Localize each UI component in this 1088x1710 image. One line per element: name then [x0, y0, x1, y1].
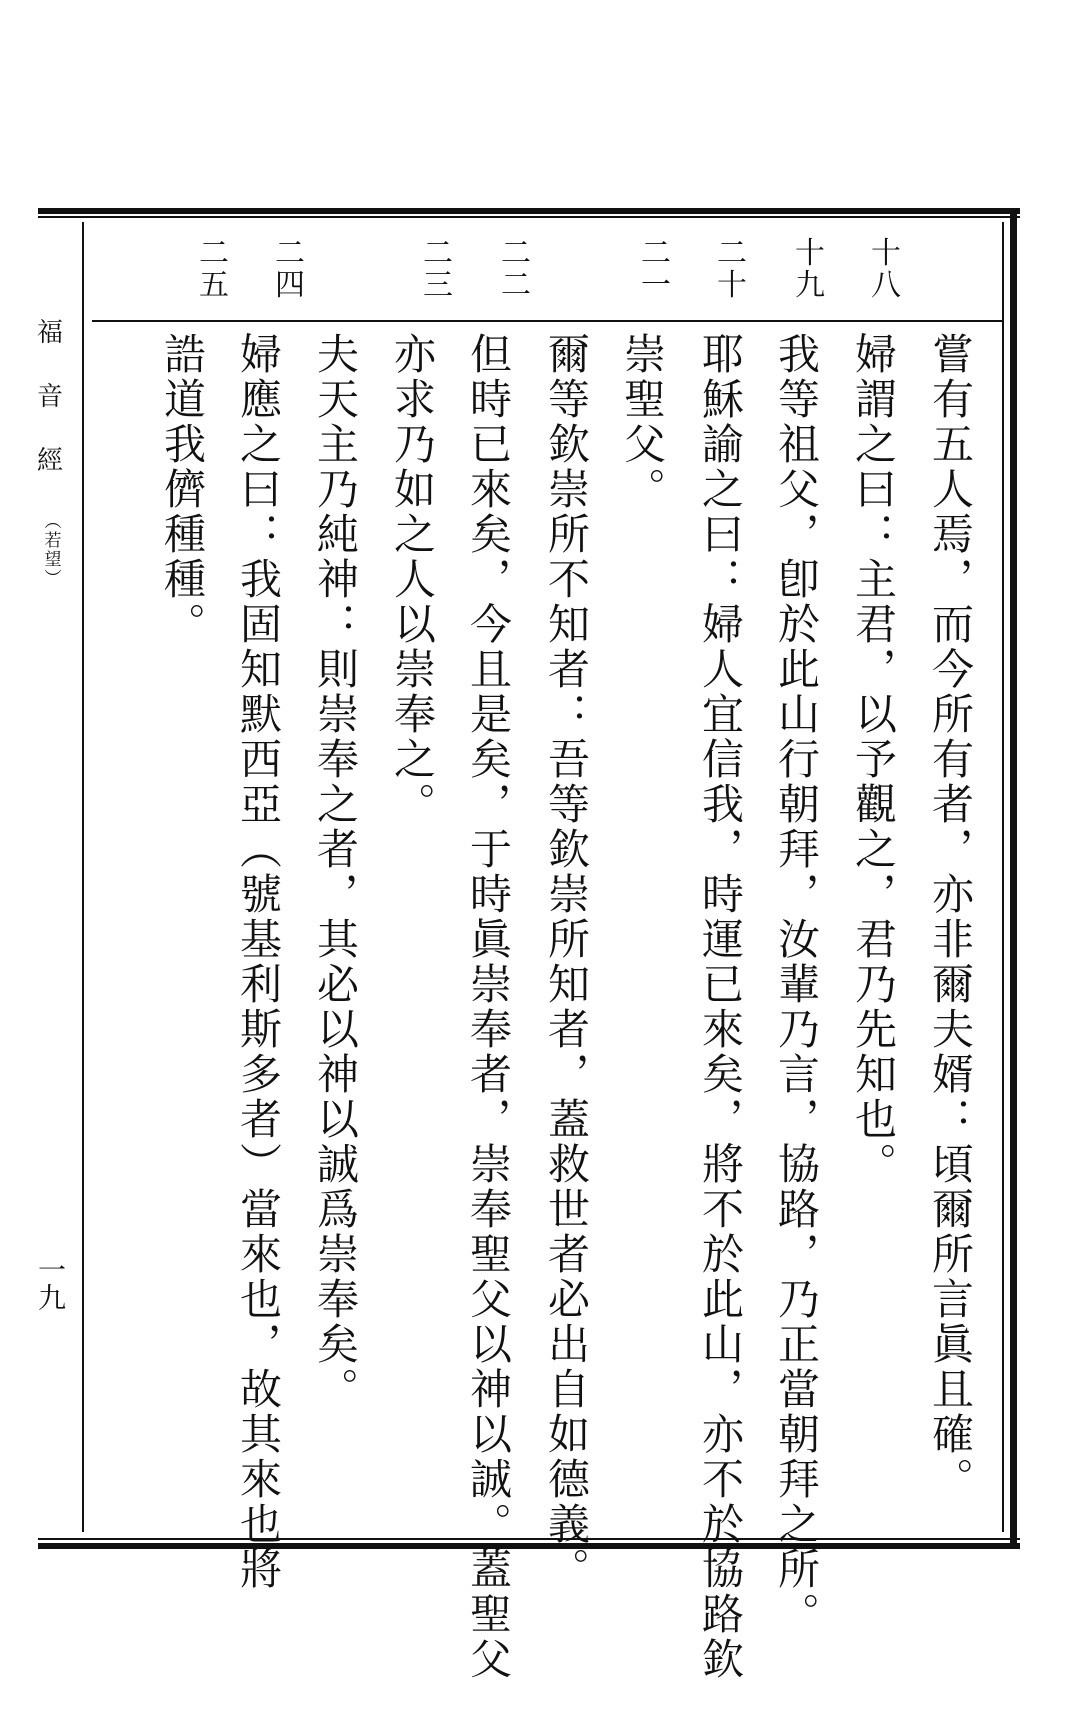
verse-number-char: 二 [501, 236, 531, 271]
verse-number-19 [782, 238, 838, 301]
text-column-verse-25-cont: 誥道我儕種種。 [158, 332, 207, 647]
verse-number-char: 一 [641, 267, 671, 303]
text-column-verse-23: 但時已來矣，今且是矣，于時眞崇奉者，崇奉聖父以神以誠。蓋聖父 [464, 332, 513, 1682]
text-column-verse-23-cont: 亦求乃如之人以崇奉之。 [388, 332, 437, 827]
verse-number-25 [186, 238, 242, 301]
verse-number-char: 三 [423, 267, 453, 303]
verse-number-char: 二 [423, 236, 453, 271]
verse-number-char: 二 [501, 267, 531, 303]
margin-book-note: （若望） [40, 512, 61, 588]
verse-number-20 [704, 238, 760, 301]
right-border-inner [1002, 222, 1004, 1532]
text-column-verse-25: 婦應之曰：我固知默西亞（號基利斯多者）當來也，故其來也將 [234, 332, 283, 1592]
margin-title-char: 經 [36, 446, 63, 476]
verse-number-divider [92, 320, 1002, 322]
margin-title-char: 福 [36, 318, 63, 348]
verse-number-21 [628, 238, 684, 301]
text-column-verse-21-cont: 崇聖父。 [618, 332, 667, 512]
verse-number-23 [410, 238, 466, 301]
margin-title-char: 音 [36, 382, 63, 412]
verse-number-24 [262, 238, 318, 301]
verse-number-char: 十 [795, 236, 825, 271]
text-column-verse-24: 夫天主乃純神：則崇奉之者，其必以神以誠爲崇奉矣。 [311, 332, 360, 1412]
verse-number-char: 二 [199, 236, 229, 271]
verse-number-char: 八 [871, 267, 901, 303]
verse-number-char: 十 [871, 236, 901, 271]
verse-number-22 [488, 238, 544, 301]
top-rule [38, 208, 1020, 214]
right-border [1010, 208, 1017, 1549]
left-border [82, 222, 84, 1532]
verse-number-char: 九 [795, 267, 825, 303]
verse-number-char: 十 [717, 267, 747, 303]
text-column-verse-18: 嘗有五人焉，而今所有者，亦非爾夫婿：頃爾所言眞且確。 [926, 332, 975, 1502]
verse-number-18 [858, 238, 914, 301]
verse-number-char: 二 [275, 236, 305, 271]
page-number-text: 一九 [34, 1255, 67, 1311]
page-number [20, 1255, 80, 1311]
verse-number-char: 二 [641, 236, 671, 271]
text-column-verse-21: 耶穌諭之曰：婦人宜信我，時運已來矣，將不於此山，亦不於協路欽 [696, 332, 745, 1682]
text-column-verse-19: 婦謂之曰：主君，以予觀之，君乃先知也。 [849, 332, 898, 1187]
margin-book-title [20, 320, 80, 588]
text-column-verse-22: 爾等欽崇所不知者：吾等欽崇所知者，蓋救世者必出自如德義。 [542, 332, 591, 1592]
verse-number-char: 二 [717, 236, 747, 271]
bottom-rule-thin [38, 1538, 1020, 1540]
verse-number-char: 四 [275, 267, 305, 303]
top-rule-thin [38, 216, 1020, 218]
verse-number-char: 五 [199, 267, 229, 303]
text-column-verse-20: 我等祖父，卽於此山行朝拜，汝輩乃言，協路，乃正當朝拜之所。 [772, 332, 821, 1637]
bottom-rule [38, 1543, 1020, 1549]
